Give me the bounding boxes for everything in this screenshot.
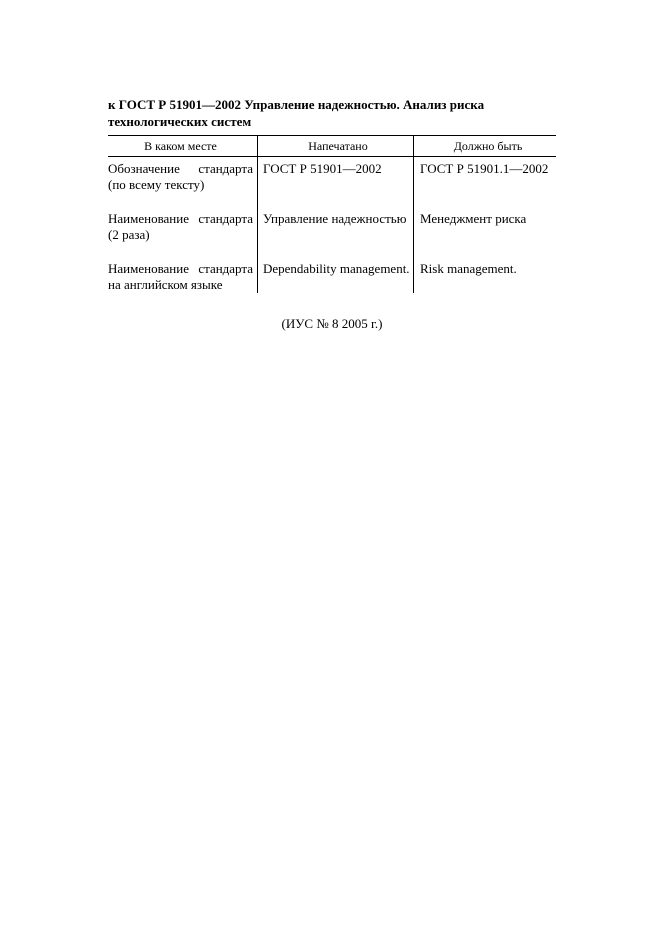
- table-cell: Менеджмент риска: [414, 207, 557, 257]
- document-title: к ГОСТ Р 51901—2002 Управление надежностью. Анализ риска технологических систем: [108, 97, 485, 129]
- table-header-row: [108, 136, 556, 157]
- table-cell: Наименование стандарта (2 раза): [108, 211, 253, 242]
- corrections-table: [108, 135, 556, 293]
- table-cell: ГОСТ Р 51901.1—2002: [414, 157, 557, 208]
- source-note: (ИУС № 8 2005 г.): [281, 316, 383, 331]
- column-header-printed: Напечатано: [258, 136, 414, 157]
- table-row: [108, 207, 556, 257]
- table-cell: ГОСТ Р 51901—2002: [258, 157, 414, 208]
- column-header-location: В каком месте: [108, 136, 258, 157]
- table-cell: Наименование стандарта на английском языке: [108, 261, 253, 292]
- table-cell: Risk management.: [414, 257, 557, 293]
- table-cell: Обозначение стандарта (по всему тексту): [108, 161, 253, 192]
- table-row: [108, 257, 556, 293]
- table-cell: Управление надежностью: [258, 207, 414, 257]
- table-row: [108, 157, 556, 208]
- column-header-correct: Должно быть: [414, 136, 557, 157]
- table-cell: Dependability management.: [258, 257, 414, 293]
